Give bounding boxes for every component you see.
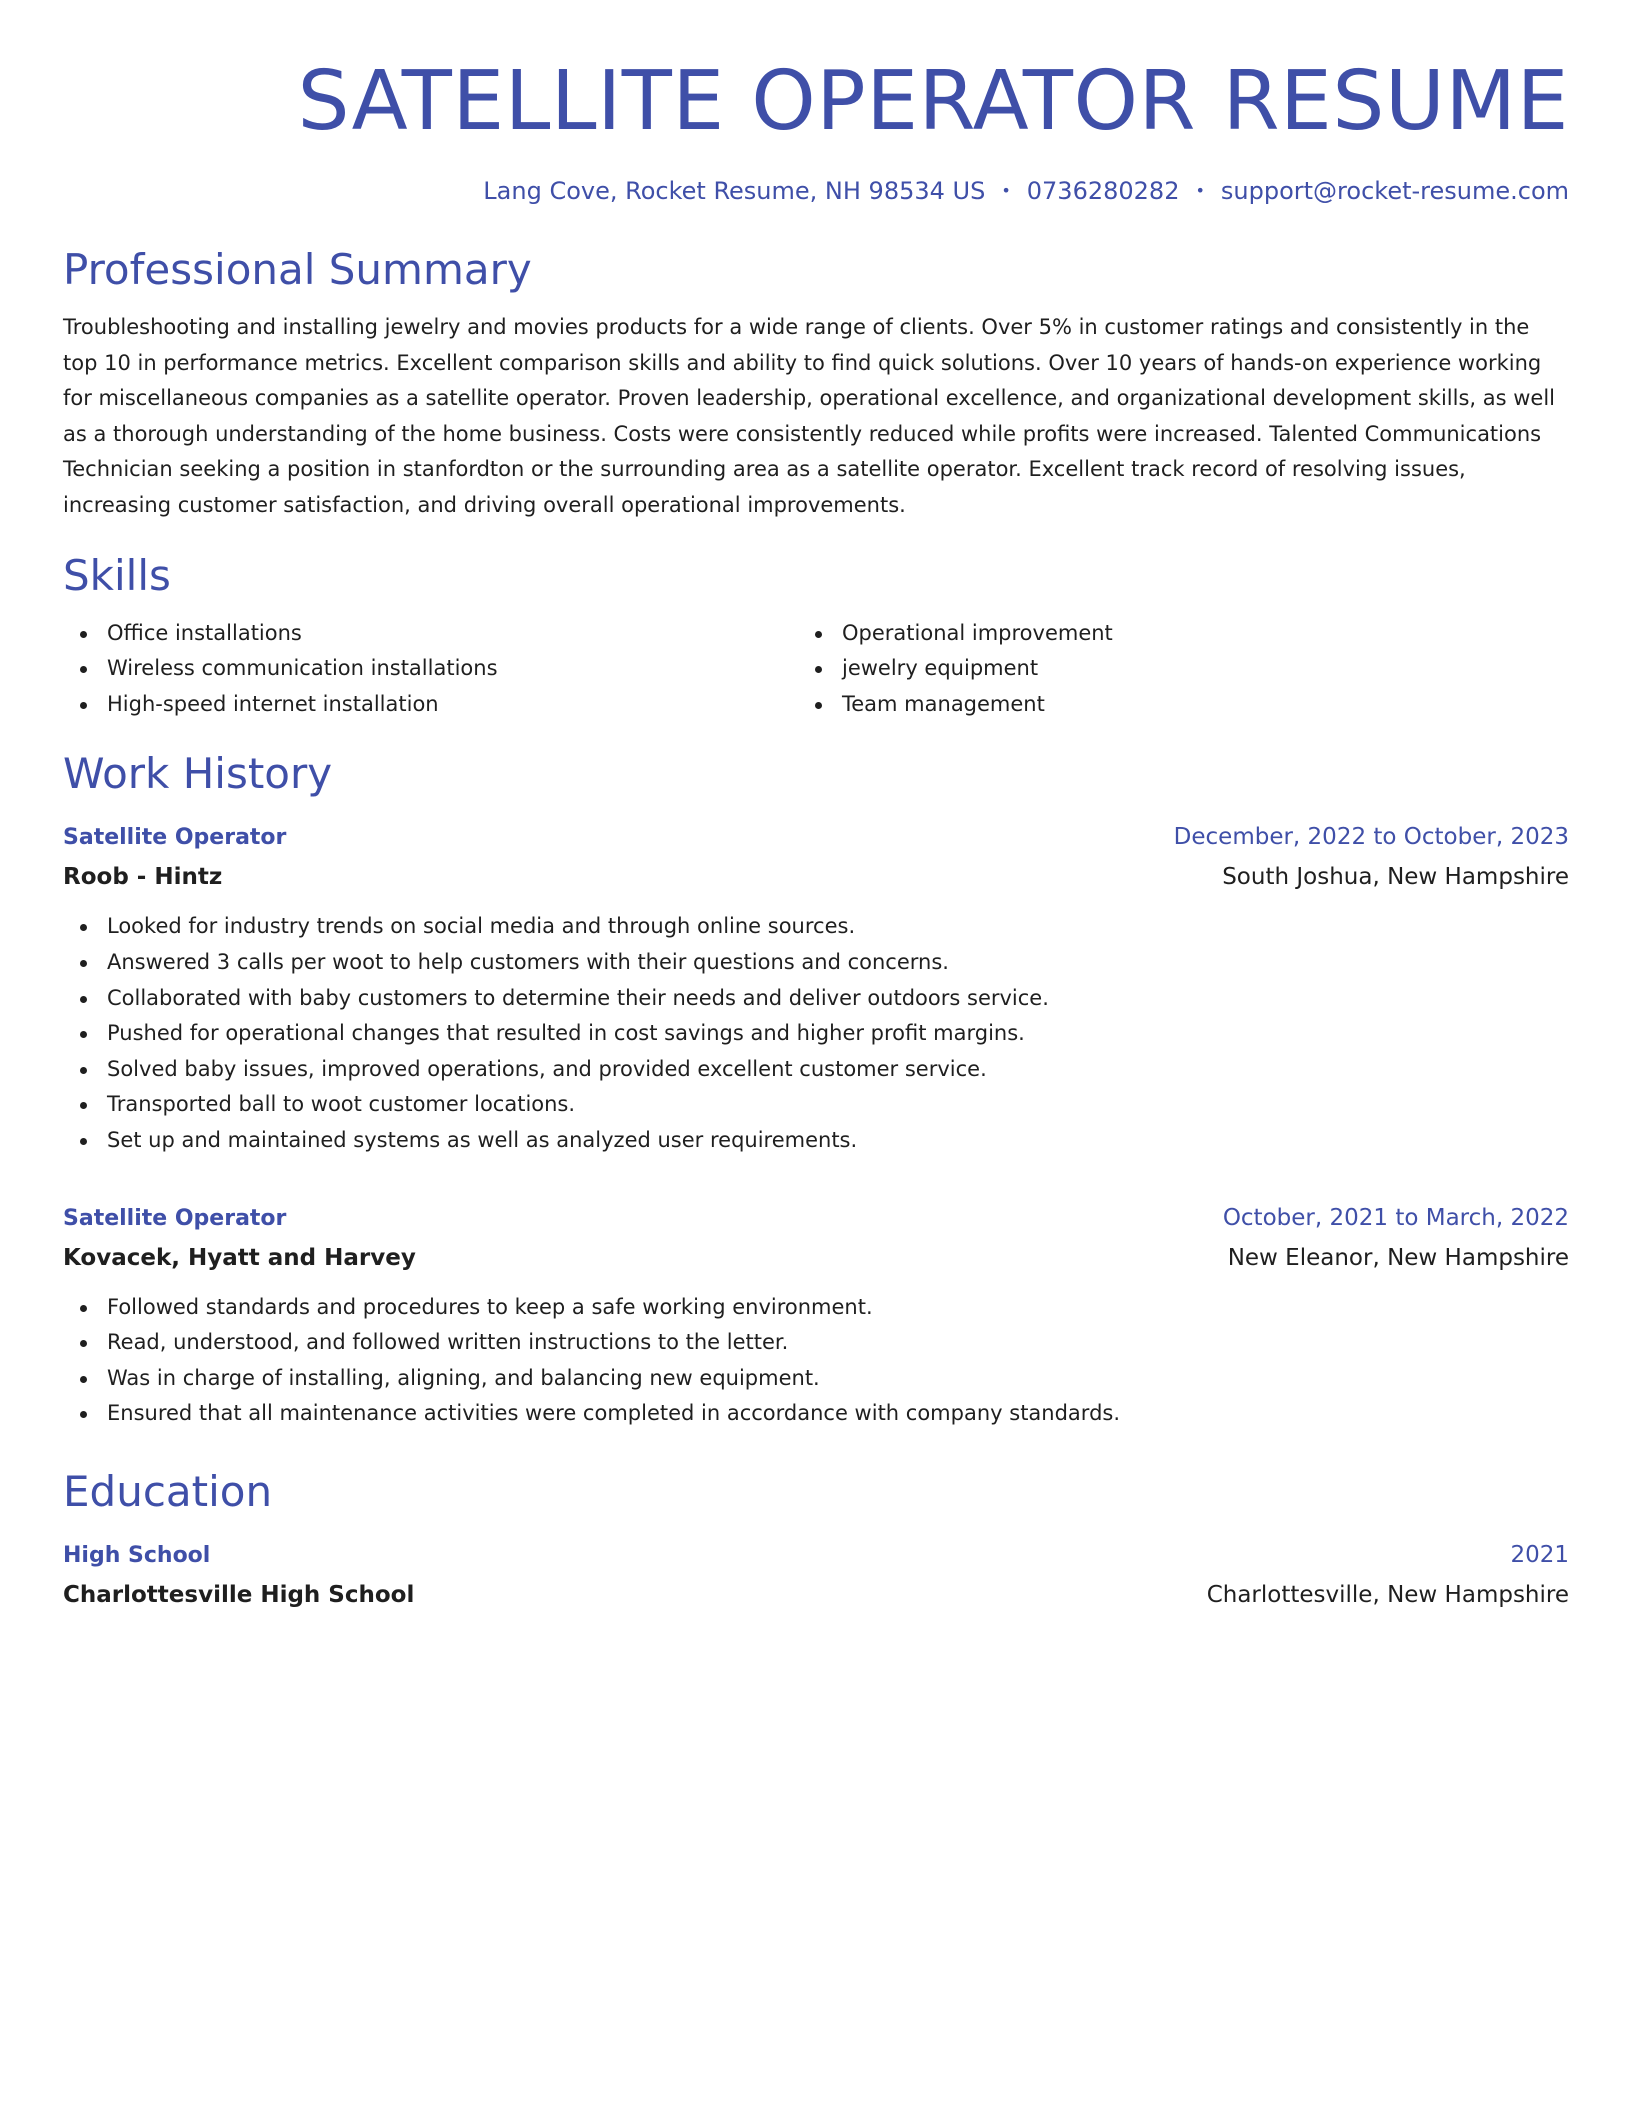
job-duty-item: Set up and maintained systems as well as analyzed user requirements.: [63, 1123, 1569, 1159]
skills-grid: [63, 616, 1569, 723]
contact-address: Lang Cove, Rocket Resume, NH 98534 US: [483, 177, 986, 205]
job-title-row: [63, 818, 1569, 857]
education-degree: High School: [63, 1542, 211, 1568]
summary-text: Troubleshooting and installing jewelry and movies products for a wide range of clients. Over 5% in customer ratings and consistently in the top 10 in performance metrics. Excellent comparison skills and ability to find quick solutions. Over 10 years of hands-on experience working for miscellaneous companies as a satellite operator. Proven leadership, operational excellence, and organizational development skills, as well as a thorough understanding of the home business. Costs were consistently reduced while profits were increased. Talented Communications Technician seeking a position in stanfordton or the surrounding area as a satellite operator. Excellent track record of resolving issues, increasing customer satisfaction, and driving overall operational improvements.: [63, 315, 1555, 517]
contact-separator: •: [1195, 181, 1205, 200]
education-school: Charlottesville High School: [63, 1581, 415, 1608]
job-duty-item: Transported ball to woot customer locations.: [63, 1087, 1569, 1123]
job-duties-list: [63, 909, 1569, 1158]
skills-section: [63, 550, 1569, 723]
skills-column-left: [63, 616, 798, 723]
education-location: Charlottesville, New Hampshire: [1206, 1581, 1569, 1608]
job-duty-item: Solved baby issues, improved operations, and provided excellent customer service.: [63, 1052, 1569, 1088]
job-title: Satellite Operator: [63, 1205, 287, 1231]
section-heading-summary: Professional Summary: [63, 245, 532, 294]
job-entry: [63, 818, 1569, 1158]
job-dates: October, 2021 to March, 2022: [1222, 1204, 1569, 1231]
skill-item: High-speed internet installation: [63, 687, 798, 723]
job-entry: [63, 1199, 1569, 1432]
contact-phone: 0736280282: [1026, 177, 1180, 205]
job-duties-list: [63, 1290, 1569, 1432]
section-heading-skills: Skills: [63, 550, 171, 600]
job-duty-item: Followed standards and procedures to keep a safe working environment.: [63, 1290, 1569, 1326]
job-duty-item: Answered 3 calls per woot to help customers with their questions and concerns.: [63, 945, 1569, 981]
skills-column-right: [798, 616, 1533, 723]
skill-item: Operational improvement: [798, 616, 1533, 652]
job-duty-item: Read, understood, and followed written instructions to the letter.: [63, 1325, 1569, 1361]
resume-header: [63, 0, 1569, 206]
skill-item: Office installations: [63, 616, 798, 652]
job-location: South Joshua, New Hampshire: [1222, 864, 1569, 891]
education-year: 2021: [1510, 1541, 1569, 1568]
job-company: Kovacek, Hyatt and Harvey: [63, 1244, 416, 1271]
job-company-row: [63, 857, 1569, 897]
contact-line: [63, 176, 1569, 206]
section-heading-education: Education: [63, 1466, 273, 1516]
job-company: Roob - Hintz: [63, 864, 223, 891]
contact-separator: •: [1001, 181, 1011, 200]
job-duty-item: Ensured that all maintenance activities were completed in accordance with company standards.: [63, 1396, 1569, 1432]
skill-item: Wireless communication installations: [63, 651, 798, 687]
job-title: Satellite Operator: [63, 825, 287, 851]
section-heading-work-history: Work History: [63, 749, 333, 799]
education-entry: [63, 1536, 1569, 1615]
summary-section: [63, 244, 1569, 524]
job-dates: December, 2022 to October, 2023: [1173, 824, 1569, 851]
skill-item: jewelry equipment: [798, 651, 1533, 687]
job-duty-item: Looked for industry trends on social media and through online sources.: [63, 909, 1569, 945]
job-title-row: [63, 1199, 1569, 1238]
education-degree-row: [63, 1536, 1569, 1575]
skill-item: Team management: [798, 687, 1533, 723]
contact-email[interactable]: support@rocket-resume.com: [1220, 177, 1569, 205]
education-school-row: [63, 1575, 1569, 1615]
job-duty-item: Collaborated with baby customers to determine their needs and deliver outdoors service.: [63, 981, 1569, 1017]
education-section: [63, 1466, 1569, 1615]
job-duty-item: Pushed for operational changes that resulted in cost savings and higher profit margins.: [63, 1016, 1569, 1052]
job-duty-item: Was in charge of installing, aligning, and balancing new equipment.: [63, 1361, 1569, 1397]
job-company-row: [63, 1238, 1569, 1278]
job-location: New Eleanor, New Hampshire: [1227, 1244, 1569, 1271]
resume-title: SATELLITE OPERATOR RESUME: [297, 54, 1569, 149]
work-history-section: [63, 748, 1569, 1432]
